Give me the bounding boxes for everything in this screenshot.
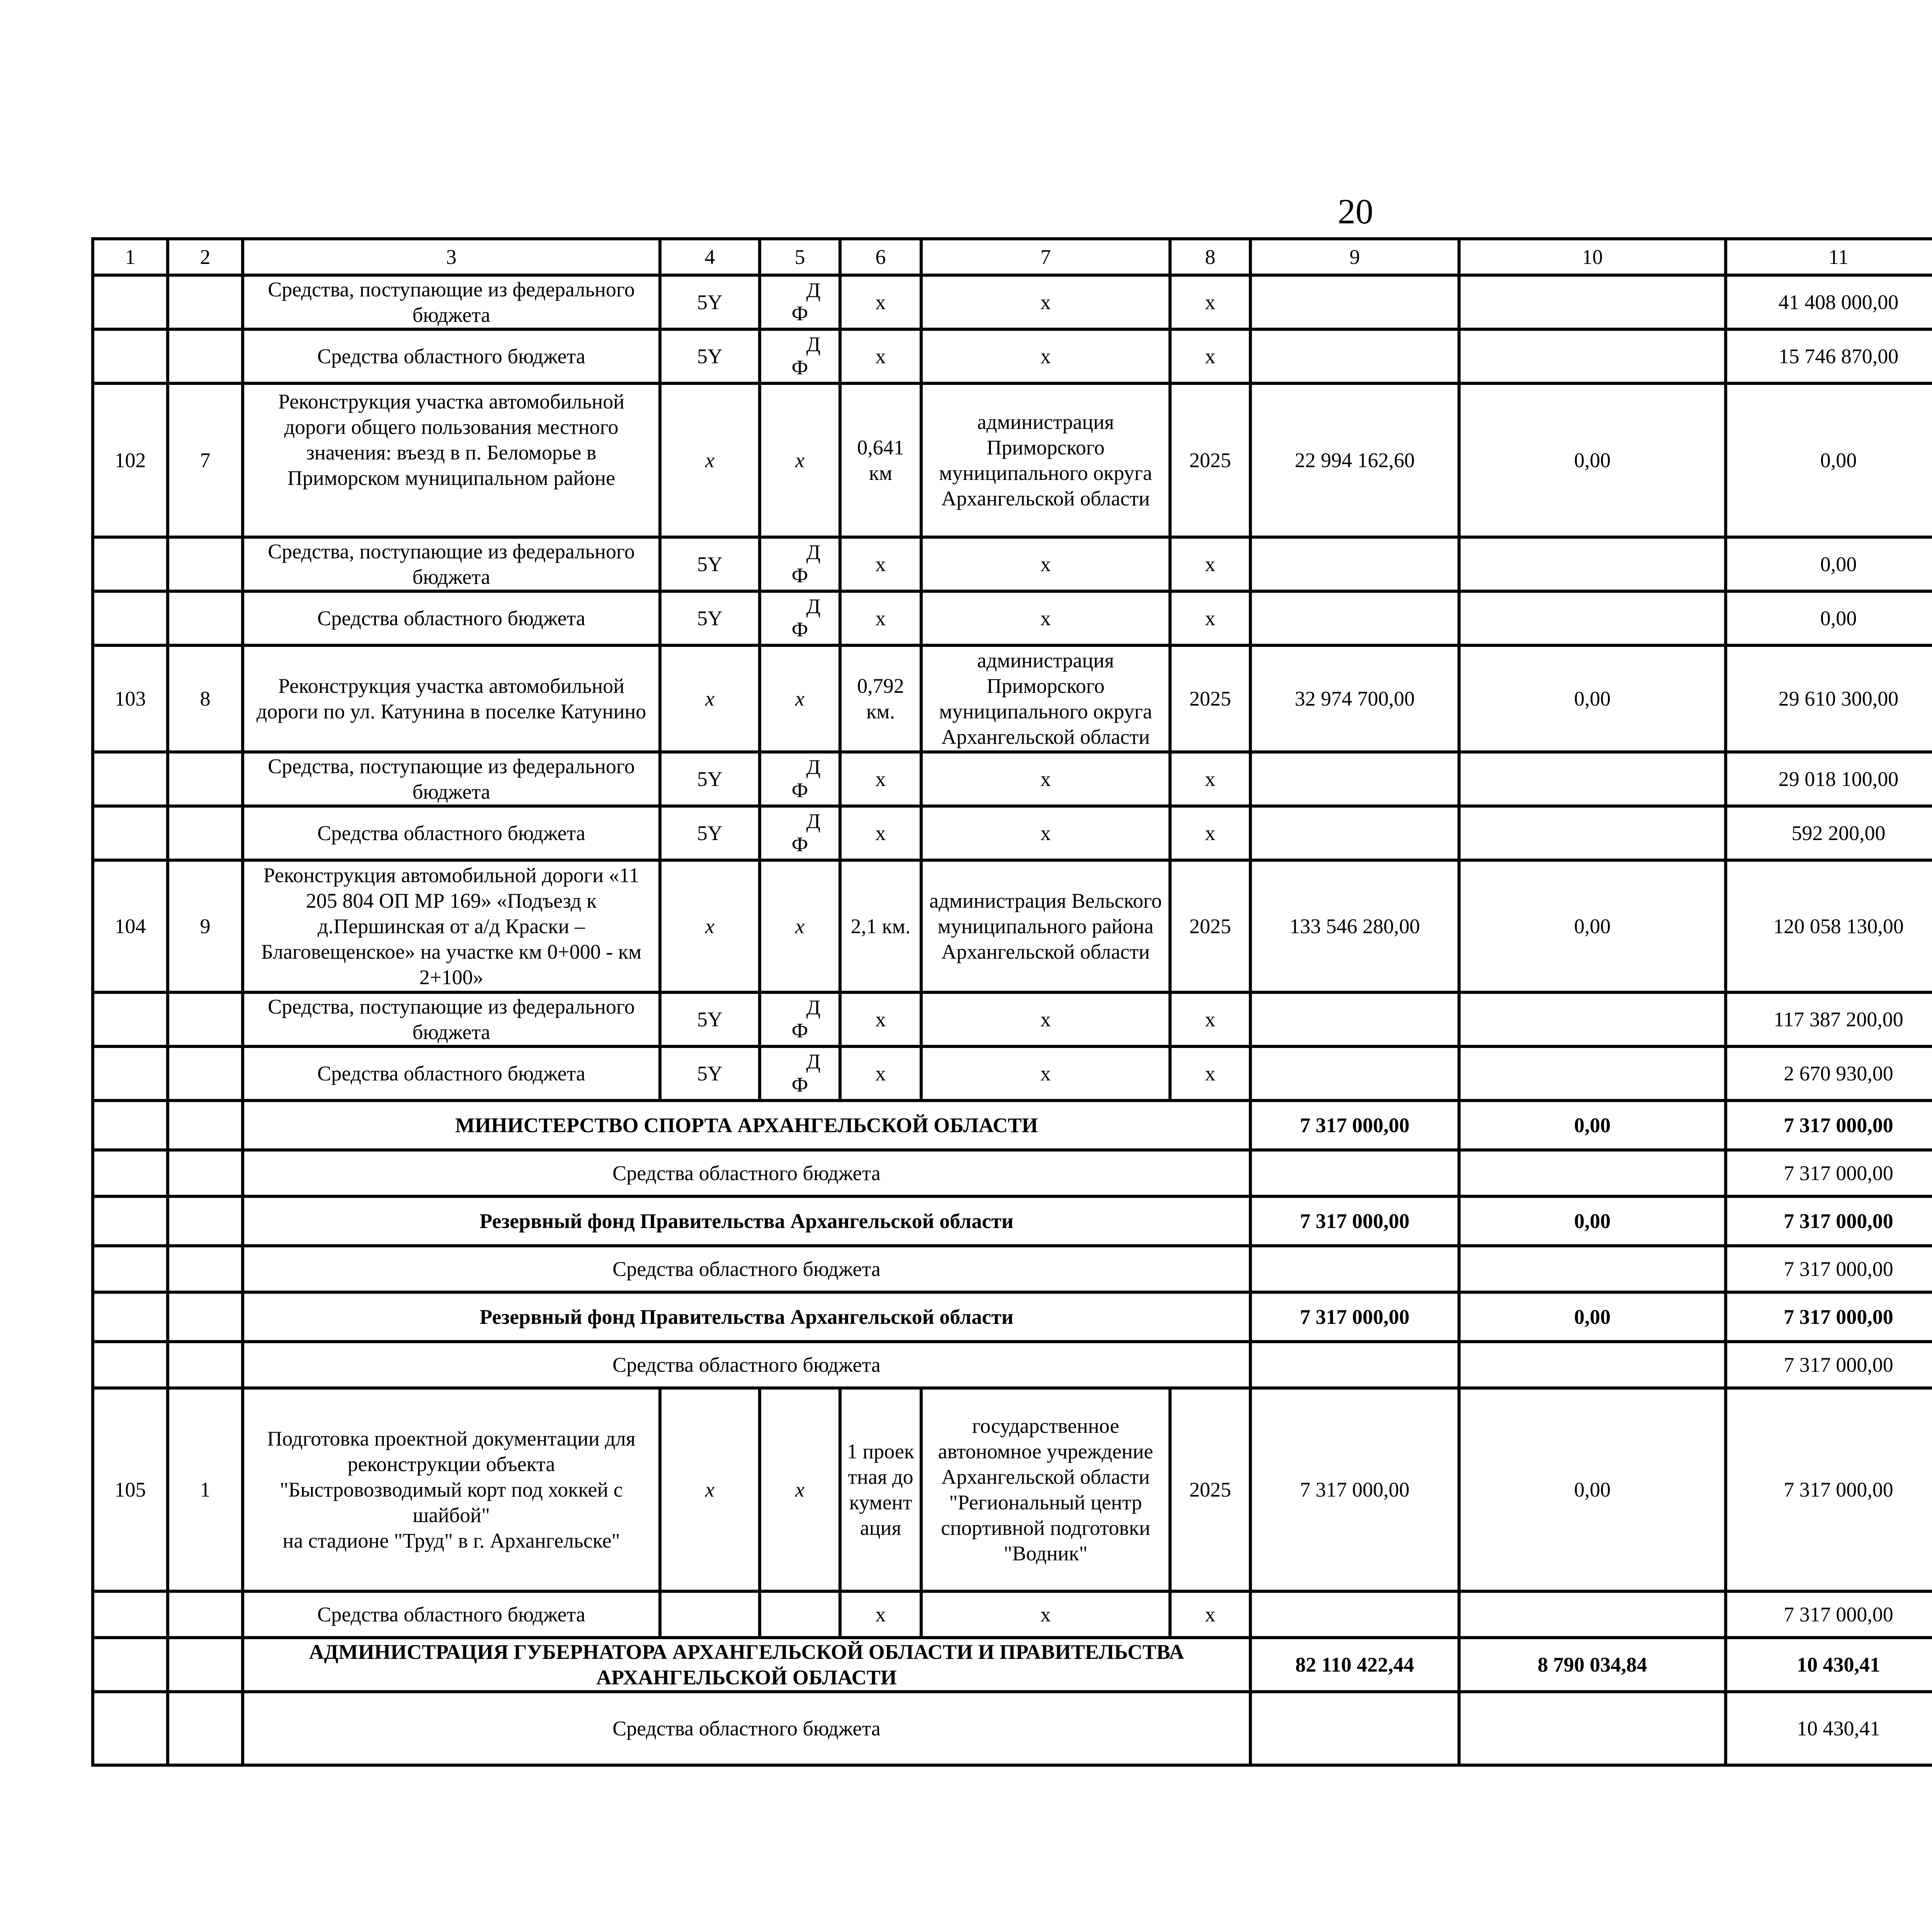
column-number-row [93,239,1932,275]
source-name: Средства областного бюджета [243,806,660,860]
object-row [93,860,1932,992]
cell-11: 29 018 100,00 [1726,752,1932,806]
object-name: Реконструкция автомобильной дороги «11 205 804 ОП МР 169» «Подъезд к д.Першинская от а/д Краски – Благовещенское» на участке км 0+000 - км 2+100» [243,860,660,992]
object-row [93,1388,1932,1591]
cell-11: 7 317 000,00 [1726,1196,1932,1246]
cell-5: х [760,383,840,537]
cell-7: х [921,591,1170,645]
row-number: 104 [93,860,168,992]
df-code: Д Ф [791,332,821,379]
cell-6: х [840,992,921,1046]
row-number: 102 [93,383,168,537]
cell-11: 0,00 [1726,591,1932,645]
organization-total-row [93,1292,1932,1342]
cell-5: х [760,860,840,992]
column-header: 9 [1250,239,1459,275]
df-code: Д Ф [791,540,821,587]
sub-number: 9 [168,860,243,992]
cell-9 [1250,537,1459,591]
cell-9 [1250,1342,1459,1388]
cell-9: 7 317 000,00 [1250,1196,1459,1246]
cell-9: 82 110 422,44 [1250,1638,1459,1692]
cell-10: 0,00 [1459,1292,1726,1342]
cell-9: 7 317 000,00 [1250,1388,1459,1591]
cell-6: х [840,1046,921,1101]
cell-9 [1250,1046,1459,1101]
column-header: 6 [840,239,921,275]
cell-11: 10 430,41 [1726,1638,1932,1692]
cell-10 [1459,329,1726,383]
funding-source-row [93,1046,1932,1101]
cell-11: 120 058 130,00 [1726,860,1932,992]
cell-10 [1459,806,1726,860]
cell-4: х [660,383,760,537]
cell-executor: администрация Приморского муниципального округа Архангельской области [921,645,1170,752]
source-name: Средства, поступающие из федерального бюджета [243,752,660,806]
cell-10 [1459,1246,1726,1292]
source-name: Средства областного бюджета [243,1046,660,1101]
column-header: 2 [168,239,243,275]
organization-source-row [93,1342,1932,1388]
table-body [93,239,1932,1765]
df-code: Д Ф [791,594,821,641]
funding-source-row [93,591,1932,645]
funding-source-row [93,992,1932,1046]
cell-df [760,1046,840,1101]
cell-11: 7 317 000,00 [1726,1101,1932,1150]
cell-9 [1250,992,1459,1046]
cell-9 [1250,752,1459,806]
cell-10 [1459,1150,1726,1196]
row-number: 105 [93,1388,168,1591]
df-code: Д Ф [791,1050,821,1096]
cell-10 [1459,275,1726,329]
cell-8: х [1170,752,1250,806]
cell-8: х [1170,992,1250,1046]
cell-8: х [1170,275,1250,329]
cell-code: 5Y [660,992,760,1046]
organization-name: Резервный фонд Правительства Архангельской области [243,1292,1250,1342]
cell-6: х [840,537,921,591]
organization-source-row [93,1150,1932,1196]
cell-11: 592 200,00 [1726,806,1932,860]
cell-11: 7 317 000,00 [1726,1342,1932,1388]
cell-df [760,806,840,860]
cell-5 [760,1591,840,1638]
cell-10 [1459,752,1726,806]
cell-code: 5Y [660,537,760,591]
source-name: Средства областного бюджета [243,1246,1250,1292]
object-name: Реконструкция участка автомобильной дороги общего пользования местного значения: въезд в п. Беломорье в Приморском муниципальном районе [243,383,660,537]
cell-7: х [921,537,1170,591]
cell-code: 5Y [660,275,760,329]
cell-6: х [840,275,921,329]
organization-source-row [93,1692,1932,1765]
cell-9: 7 317 000,00 [1250,1292,1459,1342]
source-name: Средства областного бюджета [243,1150,1250,1196]
cell-10: 0,00 [1459,1101,1726,1150]
cell-10 [1459,1342,1726,1388]
cell-9 [1250,275,1459,329]
cell-10: 8 790 034,84 [1459,1638,1726,1692]
cell-8: х [1170,806,1250,860]
sub-number: 7 [168,383,243,537]
cell-5: х [760,645,840,752]
funding-source-row [93,806,1932,860]
cell-df [760,752,840,806]
cell-code: 5Y [660,806,760,860]
column-header: 3 [243,239,660,275]
column-header: 10 [1459,239,1726,275]
column-header: 8 [1170,239,1250,275]
cell-11: 7 317 000,00 [1726,1150,1932,1196]
organization-total-row [93,1101,1932,1150]
object-name [243,1388,660,1591]
cell-7: х [921,992,1170,1046]
cell-7: х [921,329,1170,383]
object-name-line: Подготовка проектной документации для реконструкции объекта [267,1427,636,1476]
source-name: Средства областного бюджета [243,1342,1250,1388]
organization-total-row [93,1196,1932,1246]
cell-10: 0,00 [1459,383,1726,537]
df-code: Д Ф [791,278,821,325]
cell-4: х [660,645,760,752]
cell-9 [1250,591,1459,645]
funding-source-row [93,329,1932,383]
cell-11: 7 317 000,00 [1726,1246,1932,1292]
row-number: 103 [93,645,168,752]
cell-11: 7 317 000,00 [1726,1388,1932,1591]
cell-8: х [1170,1046,1250,1101]
cell-code: 5Y [660,591,760,645]
cell-4: х [660,1388,760,1591]
object-name: Реконструкция участка автомобильной дороги по ул. Катунина в поселке Катунино [243,645,660,752]
cell-df [760,591,840,645]
cell-6: х [840,806,921,860]
cell-9: 7 317 000,00 [1250,1101,1459,1150]
cell-11: 0,00 [1726,383,1932,537]
cell-10: 0,00 [1459,645,1726,752]
cell-5: х [760,1388,840,1591]
organization-name: АДМИНИСТРАЦИЯ ГУБЕРНАТОРА АРХАНГЕЛЬСКОЙ ОБЛАСТИ И ПРАВИТЕЛЬСТВА АРХАНГЕЛЬСКОЙ ОБЛАСТИ [243,1638,1250,1692]
cell-9 [1250,1692,1459,1765]
cell-8: х [1170,591,1250,645]
cell-10 [1459,1692,1726,1765]
cell-year: 2025 [1170,645,1250,752]
cell-11: 7 317 000,00 [1726,1591,1932,1638]
cell-8: х [1170,537,1250,591]
source-name: Средства областного бюджета [243,329,660,383]
cell-df [760,537,840,591]
cell-7: х [921,806,1170,860]
cell-6: х [840,752,921,806]
cell-11: 15 746 870,00 [1726,329,1932,383]
cell-6: х [840,591,921,645]
cell-6: х [840,329,921,383]
cell-7: х [921,752,1170,806]
cell-11: 10 430,41 [1726,1692,1932,1765]
cell-7: х [921,1046,1170,1101]
cell-6: х [840,1591,921,1638]
cell-code: 5Y [660,329,760,383]
cell-10 [1459,591,1726,645]
cell-11: 29 610 300,00 [1726,645,1932,752]
df-code: Д Ф [791,995,821,1042]
column-header: 4 [660,239,760,275]
cell-capacity: 2,1 км. [840,860,921,992]
cell-code [660,1591,760,1638]
cell-11: 41 408 000,00 [1726,275,1932,329]
cell-8: х [1170,329,1250,383]
object-name-line: на стадионе "Труд" в г. Архангельске" [282,1529,620,1552]
column-header: 5 [760,239,840,275]
page-number: 20 [1338,192,1373,231]
cell-9: 32 974 700,00 [1250,645,1459,752]
column-header: 11 [1726,239,1932,275]
cell-9 [1250,1591,1459,1638]
column-header: 1 [93,239,168,275]
cell-10 [1459,537,1726,591]
cell-11: 7 317 000,00 [1726,1292,1932,1342]
cell-11: 0,00 [1726,537,1932,591]
funding-source-row [93,1591,1932,1638]
cell-9 [1250,806,1459,860]
object-name-line: "Быстровозводимый корт под хоккей с шайбой" [280,1478,623,1527]
cell-df [760,275,840,329]
cell-executor: государственное автономное учреждение Архангельской области "Региональный центр спортивной подготовки "Водник" [921,1388,1170,1591]
cell-executor: администрация Приморского муниципального округа Архангельской области [921,383,1170,537]
organization-name: МИНИСТЕРСТВО СПОРТА АРХАНГЕЛЬСКОЙ ОБЛАСТИ [243,1101,1250,1150]
cell-10: 0,00 [1459,1196,1726,1246]
cell-11: 2 670 930,00 [1726,1046,1932,1101]
cell-10 [1459,992,1726,1046]
organization-name: Резервный фонд Правительства Архангельской области [243,1196,1250,1246]
cell-10: 0,00 [1459,860,1726,992]
cell-9 [1250,1246,1459,1292]
object-row [93,645,1932,752]
source-name: Средства, поступающие из федерального бюджета [243,537,660,591]
cell-10 [1459,1591,1726,1638]
cell-8: х [1170,1591,1250,1638]
sub-number: 1 [168,1388,243,1591]
cell-df [760,992,840,1046]
source-name: Средства областного бюджета [243,1692,1250,1765]
budget-table [91,237,1932,1767]
source-name: Средства областного бюджета [243,1591,660,1638]
cell-9: 133 546 280,00 [1250,860,1459,992]
cell-capacity: 0,641 км [840,383,921,537]
df-code: Д Ф [791,755,821,802]
column-header: 7 [921,239,1170,275]
cell-year: 2025 [1170,383,1250,537]
cell-year: 2025 [1170,1388,1250,1591]
cell-executor: администрация Вельского муниципального района Архангельской области [921,860,1170,992]
cell-code: 5Y [660,752,760,806]
funding-source-row [93,537,1932,591]
source-name: Средства, поступающие из федерального бюджета [243,275,660,329]
funding-source-row [93,752,1932,806]
cell-year: 2025 [1170,860,1250,992]
object-row [93,383,1932,537]
source-name: Средства, поступающие из федерального бюджета [243,992,660,1046]
organization-total-row [93,1638,1932,1692]
df-code: Д Ф [791,809,821,856]
cell-9: 22 994 162,60 [1250,383,1459,537]
source-name: Средства областного бюджета [243,591,660,645]
cell-10 [1459,1046,1726,1101]
cell-code: 5Y [660,1046,760,1101]
sub-number: 8 [168,645,243,752]
funding-source-row [93,275,1932,329]
cell-capacity: 0,792 км. [840,645,921,752]
organization-source-row [93,1246,1932,1292]
cell-4: х [660,860,760,992]
cell-10: 0,00 [1459,1388,1726,1591]
cell-9 [1250,1150,1459,1196]
cell-df [760,329,840,383]
cell-11: 117 387 200,00 [1726,992,1932,1046]
cell-capacity: 1 проектная документация [840,1388,921,1591]
cell-7: х [921,1591,1170,1638]
cell-7: х [921,275,1170,329]
cell-9 [1250,329,1459,383]
